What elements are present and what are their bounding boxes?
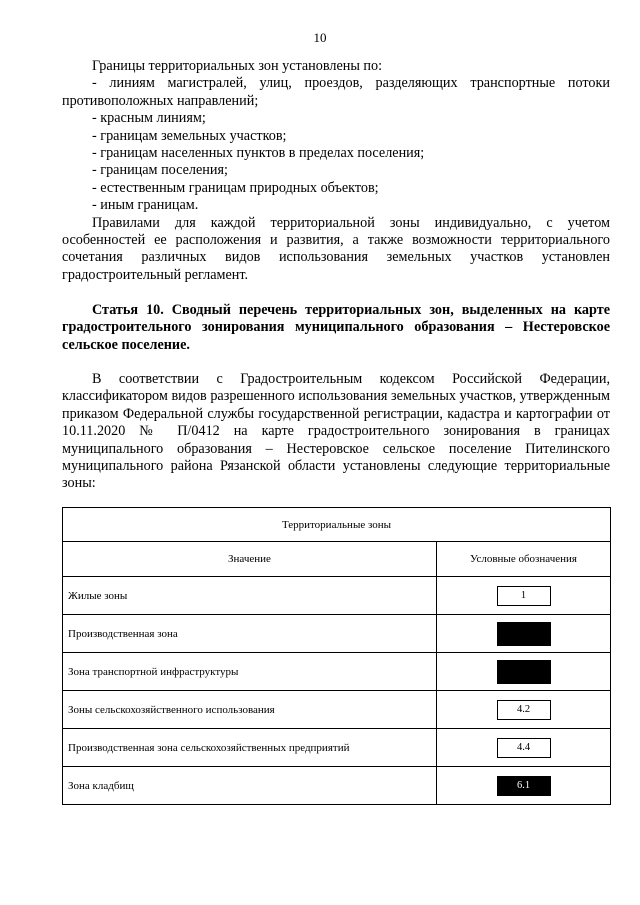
zone-symbol: 4.2 [497, 700, 551, 720]
paragraph: Правилами для каждой территориальной зоны индивидуально, с учетом особенностей ее расположения и развития, а также возможности территориального сочетания различных видов использования земельных участков установлен градостроительный регламент. [62, 214, 610, 283]
zone-symbol [497, 622, 551, 646]
zone-name: Зоны сельскохозяйственного использования [63, 691, 437, 729]
zones-table [62, 507, 611, 805]
zone-name: Производственная зона [63, 615, 437, 653]
zone-symbol: 1 [497, 586, 551, 606]
zone-name: Производственная зона сельскохозяйственных предприятий [63, 729, 437, 767]
table-row [63, 577, 611, 615]
paragraph: В соответствии с Градостроительным кодексом Российской Федерации, классификатором видов разрешенного использования земельных участков, утвержденным приказом Федеральной службы государственной регистрации, кадастра и картографии от 10.11.2020 № П/0412 на карте градостроительного зонирования в границах муниципального образования – Нестеровское сельское поселение Пителинского муниципального района Рязанской области установлены следующие территориальные зоны: [62, 371, 610, 492]
article-heading: Статья 10. Сводный перечень территориальных зон, выделенных на карте градостроительного зонирования муниципального образования – Нестеровское сельское поселение. [62, 302, 610, 353]
paragraph: - иным границам. [92, 197, 199, 214]
zone-name: Зона кладбищ [63, 767, 437, 805]
zone-symbol: 6.1 [497, 776, 551, 796]
table-row [63, 653, 611, 691]
paragraph: - красным линиям; [92, 110, 206, 127]
paragraph: - границам поселения; [92, 162, 228, 179]
table-title: Территориальные зоны [63, 508, 611, 542]
zone-symbol: 4.4 [497, 738, 551, 758]
paragraph: - естественным границам природных объектов; [92, 179, 379, 196]
table-row [63, 729, 611, 767]
paragraph: - границам земельных участков; [92, 127, 287, 144]
page-number: 10 [313, 30, 327, 45]
zone-boundaries-section [62, 58, 610, 284]
column-header-value: Значение [63, 542, 437, 577]
article-body [62, 371, 610, 493]
zone-symbol [497, 660, 551, 684]
column-header-symbol: Условные обозначения [437, 542, 611, 577]
zone-name: Зона транспортной инфраструктуры [63, 653, 437, 691]
paragraph: - границам населенных пунктов в пределах поселения; [92, 145, 425, 162]
table-row [63, 767, 611, 805]
paragraph: - линиям магистралей, улиц, проездов, разделяющих транспортные потоки противоположных направлений; [62, 75, 610, 109]
table-row [63, 691, 611, 729]
zone-name: Жилые зоны [63, 577, 437, 615]
paragraph: Границы территориальных зон установлены по: [92, 58, 383, 74]
table-row [63, 615, 611, 653]
